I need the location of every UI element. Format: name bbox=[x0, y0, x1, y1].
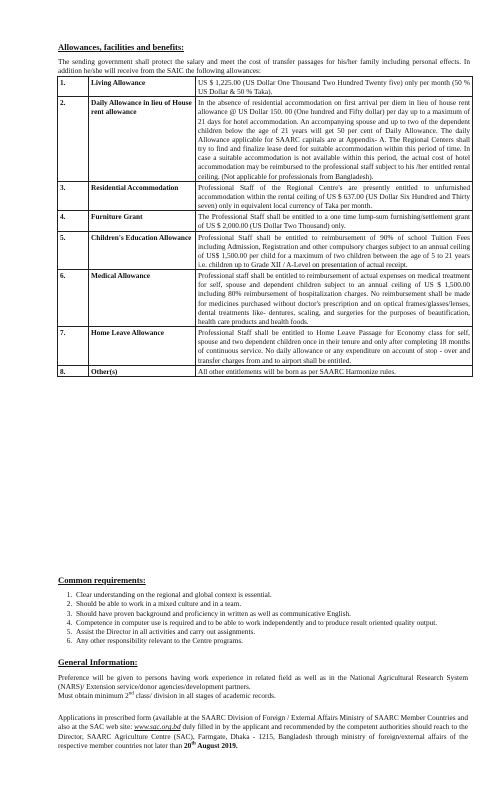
common-requirements-heading: Common requirements: bbox=[58, 575, 146, 585]
allowance-number: 7. bbox=[58, 327, 89, 366]
requirement-item: 4. Competence in computer use is required and to be able to work independently and to produce result oriented quality output. bbox=[74, 618, 484, 627]
requirement-item: 3. Should have proven background and proficiency in written as well as communicative English. bbox=[74, 609, 484, 618]
allowance-number: 2. bbox=[58, 97, 89, 181]
academic-requirement-text: Must obtain minimum 2 bbox=[58, 691, 129, 700]
allowances-table bbox=[57, 76, 473, 377]
common-requirements-list bbox=[58, 590, 484, 646]
allowance-row bbox=[58, 97, 473, 181]
allowance-number: 4. bbox=[58, 211, 89, 231]
allowance-row bbox=[58, 327, 473, 366]
allowances-intro: The sending government shall protect the salary and meet the cost of transfer passages for his/her family including personal effects. In addition he/she will receive from the SAIC the following allowances: bbox=[58, 57, 470, 76]
requirement-item: 1. Clear understanding on the regional and global context is essential. bbox=[74, 590, 484, 599]
application-paragraph bbox=[58, 713, 468, 750]
allowance-label: Medical Allowance bbox=[89, 270, 196, 327]
allowance-label: Other(s) bbox=[89, 365, 196, 376]
academic-requirement bbox=[58, 691, 468, 700]
allowance-detail: Professional Staff of the Regional Centre's are presently entitled to unfurnished accommodation within the rental ceiling of US $ 637.00 (US Dollar Six Hundred and Thirty seven) only in equivalent local currency of Taka per month. bbox=[196, 181, 473, 210]
allowance-detail: Professional Staff shall be entitled to Home Leave Passage for Economy class for self, spouse and two dependent children once in their tenure and only after completing 18 months of continuous service. No daily allowance or any expenditure on account of stop - over and transfer charges from and to airport shall be entitled. bbox=[196, 327, 473, 366]
allowance-detail: Professional staff shall be entitled to reimbursement of actual expenses on medical treatment for self, spouse and dependent children subject to an annual ceiling of US $ 1,500.00 including 80% reimbursement of hospitalization charges. No reimbursement shall be made for medicines purchased without doctor's prescription and on optical frames/glasses/lenses, dental treatments like- dentures, scaling, and surgeries for the purposes of beautification, health care products and health foods. bbox=[196, 270, 473, 327]
allowance-detail: All other entitlements will be born as per SAARC Harmonize rules. bbox=[196, 365, 473, 376]
allowance-number: 1. bbox=[58, 77, 89, 97]
requirement-item: 6. Any other responsibility relevant to the Centre programs. bbox=[74, 636, 484, 645]
application-text: Applications in prescribed form (available at the SAARC Division of Foreign / External Affairs Ministry of SAARC Member Countries and also at the SAC web site: bbox=[58, 713, 468, 732]
allowances-heading: Allowances, facilities and benefits: bbox=[58, 42, 185, 52]
allowance-label: Daily Allowance in lieu of House rent allowance bbox=[89, 97, 196, 181]
allowance-label: Residential Accommodation bbox=[89, 181, 196, 210]
academic-requirement-sup: nd bbox=[128, 691, 134, 697]
allowance-row bbox=[58, 77, 473, 97]
allowance-row bbox=[58, 211, 473, 231]
allowance-label: Furniture Grant bbox=[89, 211, 196, 231]
allowance-number: 3. bbox=[58, 181, 89, 210]
allowance-number: 5. bbox=[58, 231, 89, 270]
allowance-row bbox=[58, 231, 473, 270]
allowance-detail: The Professional Staff shall be entitled to a one time lump-sum furnishing/settlement grant of US $ 2,000.00 (US Dollar Two Thousand) only. bbox=[196, 211, 473, 231]
sac-website-link[interactable]: www.sac.org.bd bbox=[134, 722, 181, 732]
requirement-item: 2. Should be able to work in a mixed culture and in a team. bbox=[74, 599, 484, 608]
deadline-date bbox=[184, 741, 238, 750]
deadline-day-sup: th bbox=[191, 741, 196, 747]
deadline-day: 20 bbox=[184, 740, 192, 750]
allowance-row bbox=[58, 365, 473, 376]
allowance-row bbox=[58, 181, 473, 210]
requirement-item: 5. Assist the Director in all activities and carry out assignments. bbox=[74, 627, 484, 636]
allowance-label: Living Allowance bbox=[89, 77, 196, 97]
allowance-detail: In the absence of residential accommodation on first arrival per diem in lieu of house rent allowance @ US Dollar 150. 00 (One hundred and Fifty dollar) per day up to a maximum of 21 days for hotel accommodation. An accompanying spouse and up to two of the dependent children below the age of 21 years will get 50 per cent of Daily Allowance. The daily Allowance applicable for SAARC capitals are at Appendix- A. The Regional Centers shall try to find and finalize lease deed for suitable accommodation within this period of time. In case a suitable accommodation is not available within this period, the actual cost of hotel accommodation may be reimbursed to the professional staff subject to his /her entitled rental ceiling. (Not applicable for professionals from Bangladesh). bbox=[196, 97, 473, 181]
allowance-label: Home Leave Allowance bbox=[89, 327, 196, 366]
allowance-number: 8. bbox=[58, 365, 89, 376]
application-text-middle: duly filled in by the applicant and recommended by the competent authorities should reach to the Director, SAARC Agriculture Centre (SAC), Farmgate, Dhaka - 1215, Bangladesh through ministry of foreign/external affairs of the respective member countries not later than bbox=[58, 722, 468, 750]
deadline-month-year: August 2019. bbox=[195, 740, 238, 750]
allowance-detail: US $ 1,225.00 (US Dollar One Thousand Two Hundred Twenty five) only per month (50 % US Dollar & 50 % Taka). bbox=[196, 77, 473, 97]
academic-requirement-text-end: class/ division in all stages of academic records. bbox=[133, 691, 276, 700]
allowance-number: 6. bbox=[58, 270, 89, 327]
preference-paragraph: Preference will be given to persons having work experience in related field as well as in the National Agricultural Research System (NARS)/ Extension service/donor agencies/development partners. bbox=[58, 673, 468, 692]
allowance-detail: Professional Staff shall be entitled to reimbursement of 90% of school Tuition Fees including Admission, Registration and other compulsory charges subject to an annual ceiling of US$ 1,500.00 per child for a maximum of two children between the age of 5 to 21 years i.e. children up to Grade XII / A-Level on presentation of actual receipt. bbox=[196, 231, 473, 270]
allowance-row bbox=[58, 270, 473, 327]
allowance-label: Children's Education Allowance bbox=[89, 231, 196, 270]
general-information-heading: General Information: bbox=[58, 657, 138, 667]
